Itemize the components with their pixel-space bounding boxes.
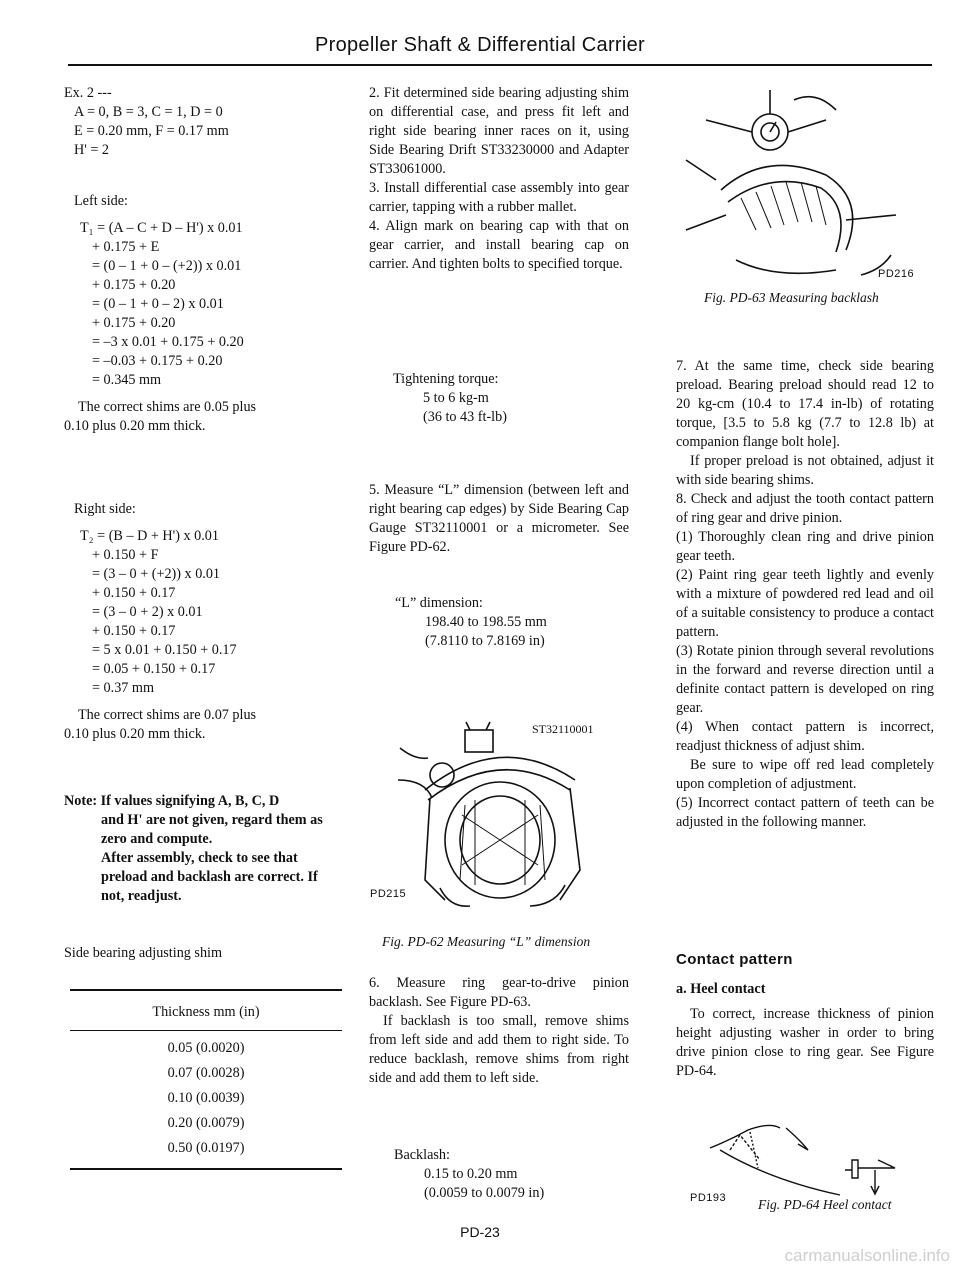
shim-cell: 0.10 (0.0039) xyxy=(167,1090,245,1106)
calc-line: = 0.05 + 0.150 + 0.17 xyxy=(92,661,216,677)
calc-line: + 0.150 + 0.17 xyxy=(92,623,176,639)
right-text-block xyxy=(676,357,934,832)
heel-contact-text: To correct, increase thickness of pinion height adjusting washer in order to bring drive pinion close to ring gear. See Figure PD-64. xyxy=(676,1006,934,1079)
step-3: 3. Install differential case assembly into gear carrier, tapping with a rubber mallet. xyxy=(369,180,629,215)
sub-step-5: (5) Incorrect contact pattern of teeth can be adjusted in the following manner. xyxy=(676,795,934,830)
example-label: Ex. 2 --- xyxy=(64,85,112,101)
calc-line: T₁ = (A – C + D – H') x 0.01 xyxy=(80,220,243,236)
figure-pd-63 xyxy=(676,80,934,290)
torque-spec xyxy=(393,370,613,427)
step-4: 4. Align mark on bearing cap with that on gear carrier, and install bearing cap on carrier. And tighten bolts to specified torque. xyxy=(369,218,629,272)
step-2: 2. Fit determined side bearing adjusting shim on differential case, and press fit left and right side bearing inner races on it, using Side Bearing Drift ST33230000 and Adapter ST33061000. xyxy=(369,85,629,177)
sub-step-3: (3) Rotate pinion through several revolutions in the forward and reverse direction until a definite contact pattern is developed on ring gear. xyxy=(676,643,934,716)
figure-code: PD215 xyxy=(370,888,407,900)
table-row xyxy=(70,1086,342,1111)
step-6-detail: If backlash is too small, remove shims from left side and add them to right side. To reduce backlash, remove shims from right side and add them to left side. xyxy=(369,1013,629,1086)
l-dimension-spec xyxy=(395,594,615,651)
l-dimension-value: 198.40 to 198.55 mm xyxy=(425,614,547,630)
differential-gauge-illustration xyxy=(370,720,632,920)
page-number: PD-23 xyxy=(460,1224,500,1240)
calc-line: = 5 x 0.01 + 0.150 + 0.17 xyxy=(92,642,237,658)
shim-cell: 0.07 (0.0028) xyxy=(167,1065,245,1081)
sub-step-1: (1) Thoroughly clean ring and drive pinion gear teeth. xyxy=(676,529,934,564)
backlash-spec xyxy=(394,1146,614,1203)
note-line: and H' are not given, regard them as xyxy=(101,812,323,828)
l-dimension-label: “L” dimension: xyxy=(395,595,483,611)
torque-value-alt: (36 to 43 ft-lb) xyxy=(423,409,507,425)
calc-line: = 0.345 mm xyxy=(92,372,162,388)
page-header-title: Propeller Shaft & Differential Carrier xyxy=(314,34,646,56)
note-line: After assembly, check to see that xyxy=(101,850,298,866)
note-line: zero and compute. xyxy=(101,831,213,847)
right-side-result: 0.10 plus 0.20 mm thick. xyxy=(64,726,206,742)
right-side-result: The correct shims are 0.07 plus xyxy=(78,707,257,723)
sub-step-4: (4) When contact pattern is incorrect, readjust thickness of adjust shim. xyxy=(676,719,934,754)
calc-line: = (3 – 0 + (+2)) x 0.01 xyxy=(92,566,221,582)
step-8: 8. Check and adjust the tooth contact pattern of ring gear and drive pinion. xyxy=(676,491,934,526)
table-row xyxy=(70,1111,342,1136)
step-6 xyxy=(369,974,629,1088)
shim-table-title: Side bearing adjusting shim xyxy=(64,945,223,961)
figure-code: PD216 xyxy=(878,268,915,280)
calc-line: = –0.03 + 0.175 + 0.20 xyxy=(92,353,223,369)
right-side-label: Right side: xyxy=(74,501,136,517)
torque-value: 5 to 6 kg-m xyxy=(423,390,489,406)
left-side-result: The correct shims are 0.05 plus xyxy=(78,399,257,415)
contact-pattern-heading: Contact pattern xyxy=(676,951,793,968)
step-7: 7. At the same time, check side bearing preload. Bearing preload should read 12 to 20 kg-cm (10.4 to 17.4 in-lb) of rotating torque, [3.5 to 5.8 kg (7.7 to 12.8 lb) at companion flange bolt hole]. xyxy=(676,358,934,450)
table-row xyxy=(70,1031,342,1062)
table-row xyxy=(70,1061,342,1086)
figure-caption: Fig. PD-63 Measuring backlash xyxy=(704,290,879,305)
tool-number-label: ST32110001 xyxy=(532,722,594,736)
figure-pd-62 xyxy=(370,720,632,920)
right-side-calculation xyxy=(64,527,346,698)
note-line: Note: If values signifying A, B, C, D xyxy=(64,793,280,809)
shim-cell: 0.50 (0.0197) xyxy=(167,1140,245,1156)
step-6-text: 6. Measure ring gear-to-drive pinion backlash. See Figure PD-63. xyxy=(369,975,629,1010)
calc-line: T₂ = (B – D + H') x 0.01 xyxy=(80,528,219,544)
backlash-label: Backlash: xyxy=(394,1147,450,1163)
calc-line: + 0.175 + 0.20 xyxy=(92,277,176,293)
calc-line: = –3 x 0.01 + 0.175 + 0.20 xyxy=(92,334,244,350)
calc-line: + 0.150 + 0.17 xyxy=(92,585,176,601)
shim-cell: 0.20 (0.0079) xyxy=(167,1115,245,1131)
shim-table-header: Thickness mm (in) xyxy=(70,990,342,1031)
backlash-value-alt: (0.0059 to 0.0079 in) xyxy=(424,1185,545,1201)
middle-column xyxy=(369,84,629,274)
shim-table-header-row xyxy=(70,990,342,1031)
step-5-text: 5. Measure “L” dimension (between left and right bearing cap edges) by Side Bearing Cap Gauge ST32110001 or a micrometer. See Figure PD-62. xyxy=(369,482,629,555)
calc-line: + 0.175 + E xyxy=(92,239,160,255)
table-row xyxy=(70,1136,342,1169)
shim-table xyxy=(70,989,342,1170)
calc-line: = (0 – 1 + 0 – 2) x 0.01 xyxy=(92,296,224,312)
left-side-calculation xyxy=(64,219,346,390)
sub-step-4-detail: Be sure to wipe off red lead completely upon completion of adjustment. xyxy=(676,757,934,792)
values-line: E = 0.20 mm, F = 0.17 mm xyxy=(74,123,229,139)
note-block xyxy=(64,792,346,906)
torque-label: Tightening torque: xyxy=(393,371,499,387)
figure-caption: Fig. PD-64 Heel contact xyxy=(758,1197,892,1212)
note-line: preload and backlash are correct. If xyxy=(101,869,318,885)
l-dimension-value-alt: (7.8110 to 7.8169 in) xyxy=(425,633,545,649)
figure-code: PD193 xyxy=(690,1192,727,1204)
note-line: not, readjust. xyxy=(101,888,182,904)
watermark: carmanualsonline.info xyxy=(784,1246,950,1265)
left-column xyxy=(64,84,346,1170)
step-5 xyxy=(369,481,629,557)
calc-line: = (3 – 0 + 2) x 0.01 xyxy=(92,604,203,620)
left-side-label: Left side: xyxy=(74,193,128,209)
heel-contact-heading: a. Heel contact xyxy=(676,981,766,997)
step-7-detail: If proper preload is not obtained, adjust it with side bearing shims. xyxy=(676,453,934,488)
backlash-value: 0.15 to 0.20 mm xyxy=(424,1166,518,1182)
heel-contact-section xyxy=(676,980,934,1081)
calc-line: = (0 – 1 + 0 – (+2)) x 0.01 xyxy=(92,258,242,274)
figure-caption: Fig. PD-62 Measuring “L” dimension xyxy=(382,934,591,949)
left-side-result: 0.10 plus 0.20 mm thick. xyxy=(64,418,206,434)
values-line: H' = 2 xyxy=(74,142,109,158)
sub-step-2: (2) Paint ring gear teeth lightly and evenly with a mixture of powdered red lead and oil of a suitable consistency to produce a contact pattern. xyxy=(676,567,934,640)
calc-line: + 0.175 + 0.20 xyxy=(92,315,176,331)
shim-cell: 0.05 (0.0020) xyxy=(167,1040,245,1056)
backlash-measuring-illustration xyxy=(676,80,934,290)
header-rule xyxy=(68,64,932,66)
calc-line: + 0.150 + F xyxy=(92,547,159,563)
values-line: A = 0, B = 3, C = 1, D = 0 xyxy=(74,104,223,120)
calc-line: = 0.37 mm xyxy=(92,680,154,696)
